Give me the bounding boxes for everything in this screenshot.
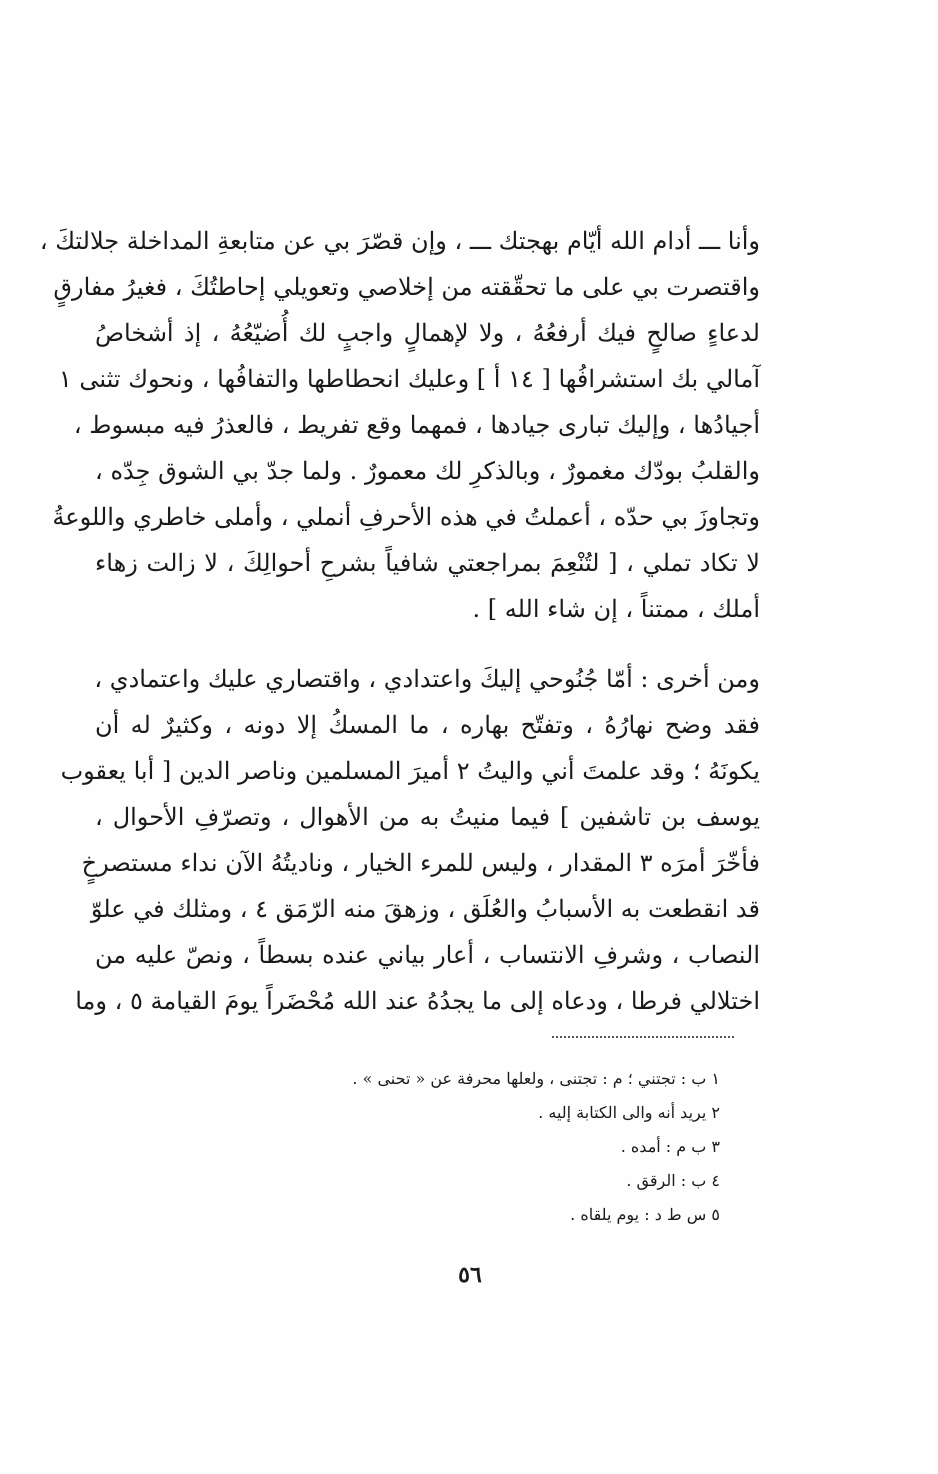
text-line: أملك ، ممتناً ، إن شاء الله ] . [472, 595, 760, 623]
page-number: ٥٦ [458, 1262, 482, 1288]
footnote-separator [552, 1036, 734, 1038]
text-line: يكونَهُ ؛ وقد علمتَ أني واليتُ ٢ أميرَ المسلمين وناصر الدين [ أبا يعقوب [60, 757, 760, 785]
text-line: والقلبُ بودّك مغمورٌ ، وبالذكرِ لك معمورٌ . ولما جدّ بي الشوق جِدّه ، [95, 457, 760, 485]
text-line: النصاب ، وشرفِ الانتساب ، أعار بياني عنده بسطاً ، ونصّ عليه من [95, 941, 760, 969]
text-line: ومن أخرى : أمّا جُنُوحي إليكَ واعتدادي ، واقتصاري عليك واعتمادي ، [94, 665, 760, 693]
footnote: ٣ ب م : أمده . [620, 1137, 720, 1156]
footnote: ٤ ب : الرقق . [626, 1171, 720, 1190]
text-line: أجيادُها ، وإليك تبارى جيادها ، فمهما وقع تفريط ، فالعذرُ فيه مبسوط ، [73, 411, 760, 439]
text-line: اختلالي فرطا ، ودعاه إلى ما يجدُهُ عند الله مُحْضَراً يومَ القيامة ٥ ، وما [75, 987, 760, 1015]
text-line: يوسف بن تاشفين ] فيما منيتُ به من الأهوال ، وتصرّفِ الأحوال ، [95, 803, 760, 831]
paragraph-2 [60, 656, 760, 1024]
text-line: آمالي بك استشرافُها [ ١٤ أ ] وعليك انحطاطها والتفافُها ، ونحوك تثنى ١ [58, 365, 760, 393]
text-line: وتجاوزَ بي حدّه ، أعملتُ في هذه الأحرفِ أنملي ، وأملى خاطري واللوعةُ [52, 503, 760, 531]
text-line: وأنا ـــ أدام الله أيّام بهجتك ـــ ، وإن قصّرَ بي عن متابعةِ المداخلة جلالتكَ ، [39, 227, 760, 255]
text-line: لا تكاد تملي ، [ لتُنْعِمَ بمراجعتي شافياً بشرحِ أحوالِكَ ، لا زالت زهاء [95, 549, 760, 577]
paragraph-1 [39, 218, 760, 632]
text-line: لدعاءٍ صالحٍ فيك أرفعُهُ ، ولا لإهمالٍ واجبٍ لك أُضيّعُهُ ، إذ أشخاصُ [95, 319, 760, 347]
footnote: ١ ب : تجتني ؛ م : تجتنى ، ولعلها محرفة عن « تحنى » . [352, 1069, 720, 1088]
footnote: ٢ يريد أنه والى الكتابة إليه . [538, 1103, 720, 1122]
text-line: فقد وضح نهارُهُ ، وتفتّح بهاره ، ما المسكُ إلا دونه ، وكثيرٌ له أن [95, 711, 760, 739]
footnotes [300, 1062, 720, 1232]
footnote: ٥ س ط د : يوم يلقاه . [570, 1205, 720, 1224]
text-line: قد انقطعت به الأسبابُ والعُلَق ، وزهقَ منه الرّمَق ٤ ، ومثلك في علوّ [90, 895, 760, 923]
text-line: واقتصرت بي على ما تحقّقته من إخلاصي وتعويلي إحاطتُكَ ، فغيرُ مفارقٍ [53, 273, 760, 301]
text-line: فأخّرَ أمرَه ٣ المقدار ، وليس للمرء الخيار ، وناديتُهُ الآن نداء مستصرخٍ [81, 849, 760, 877]
